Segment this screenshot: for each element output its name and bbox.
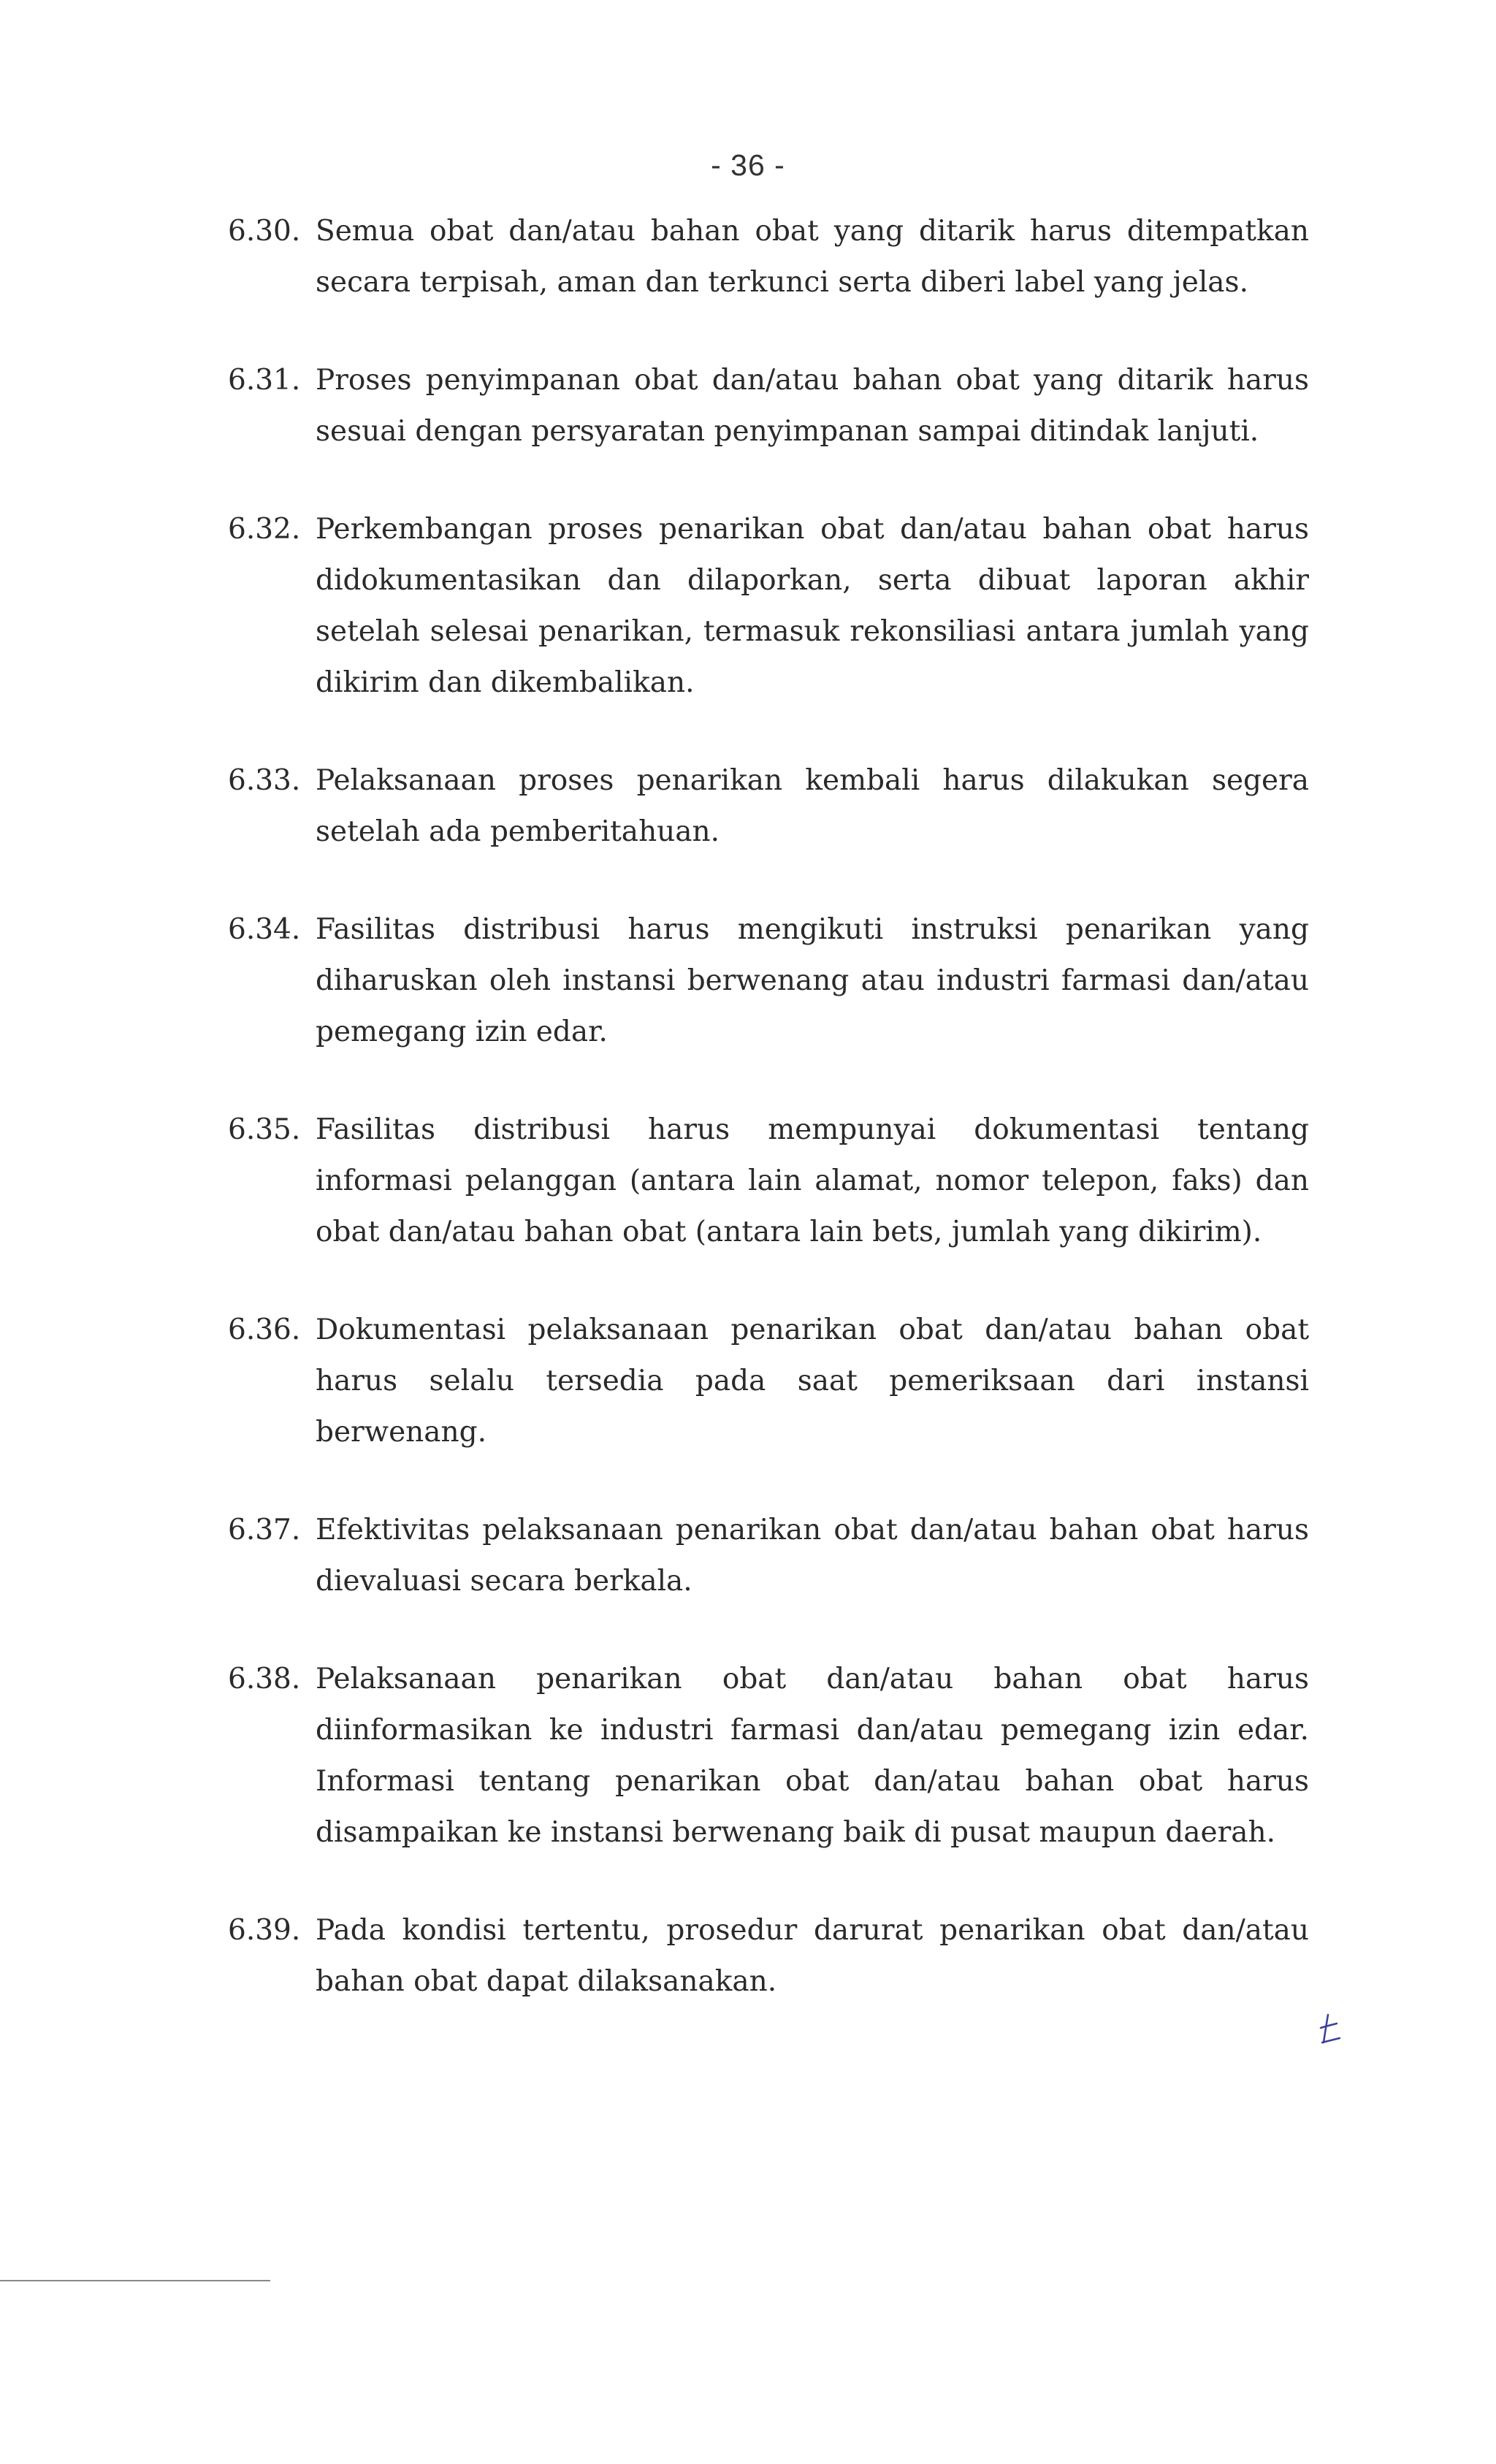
- item-text: Fasilitas distribusi harus mengikuti instruksi penarikan yang diharuskan oleh instansi berwenang atau industri farmasi dan/atau pemegang izin edar.: [316, 913, 1309, 1048]
- item-number: 6.31.: [228, 364, 301, 397]
- item-number: 6.37.: [228, 1514, 301, 1546]
- list-item: [228, 504, 1309, 709]
- item-text: Dokumentasi pelaksanaan penarikan obat dan/atau bahan obat harus selalu tersedia pada saat pemeriksaan dari instansi berwenang.: [316, 1313, 1309, 1449]
- item-number: 6.30.: [228, 215, 301, 248]
- page-number: - 36 -: [711, 148, 785, 182]
- item-number: 6.38.: [228, 1663, 301, 1696]
- item-text: Pelaksanaan penarikan obat dan/atau bahan obat harus diinformasikan ke industri farmasi dan/atau pemegang izin edar. Informasi tentang penarikan obat dan/atau bahan obat harus disampaikan ke instansi berwenang baik di pusat maupun daerah.: [316, 1663, 1309, 1849]
- item-number: 6.39.: [228, 1914, 301, 1947]
- handwritten-initial-mark: [1315, 2010, 1344, 2047]
- item-number: 6.32.: [228, 513, 301, 546]
- list-item: [228, 1305, 1309, 1458]
- item-text: Efektivitas pelaksanaan penarikan obat dan/atau bahan obat harus dievaluasi secara berkala.: [316, 1514, 1309, 1598]
- list-item: [228, 904, 1309, 1058]
- list-item: [228, 1505, 1309, 1607]
- item-number: 6.33.: [228, 764, 301, 797]
- item-text: Semua obat dan/atau bahan obat yang ditarik harus ditempatkan secara terpisah, aman dan terkunci serta diberi label yang jelas.: [316, 215, 1309, 299]
- list-item: [228, 1105, 1309, 1258]
- item-text: Fasilitas distribusi harus mempunyai dokumentasi tentang informasi pelanggan (antara lain alamat, nomor telepon, faks) dan obat dan/atau bahan obat (antara lain bets, jumlah yang dikirim).: [316, 1113, 1309, 1248]
- item-number: 6.36.: [228, 1313, 301, 1346]
- list-item: [228, 755, 1309, 858]
- list-item: [228, 206, 1309, 308]
- item-text: Pada kondisi tertentu, prosedur darurat penarikan obat dan/atau bahan obat dapat dilaksanakan.: [316, 1914, 1309, 1998]
- item-text: Proses penyimpanan obat dan/atau bahan obat yang ditarik harus sesuai dengan persyaratan penyimpanan sampai ditindak lanjuti.: [316, 364, 1309, 448]
- list-item: [228, 1905, 1309, 2007]
- item-list: [228, 206, 1309, 2054]
- item-number: 6.35.: [228, 1113, 301, 1146]
- scan-edge-line: [0, 2280, 270, 2281]
- item-text: Pelaksanaan proses penarikan kembali harus dilakukan segera setelah ada pemberitahuan.: [316, 764, 1309, 848]
- item-number: 6.34.: [228, 913, 301, 946]
- list-item: [228, 1654, 1309, 1858]
- list-item: [228, 355, 1309, 457]
- item-text: Perkembangan proses penarikan obat dan/atau bahan obat harus didokumentasikan dan dilaporkan, serta dibuat laporan akhir setelah selesai penarikan, termasuk rekonsiliasi antara jumlah yang dikirim dan dikembalikan.: [316, 513, 1309, 699]
